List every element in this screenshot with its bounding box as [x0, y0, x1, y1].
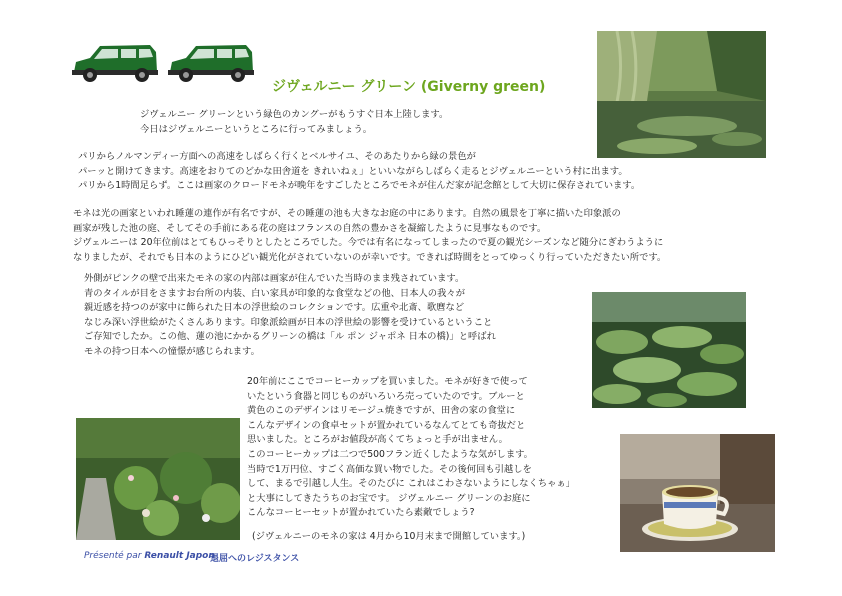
paragraph-paris: パリからノルマンディー方面への高速をしばらく行くとベルサイユ、そのあたりから緑の景色が パーッと開けてきます。高速をおりてのどかな田舎道を きれいねぇ」といいながらしばらく走るとジヴェルニーという村に出ます。 パリから1時間足らず。ここは画家のクロードモネが晩年をすごしたところでモネが住んだ家が記念館として大切に保存されています。: [78, 151, 641, 192]
pond-photo: [597, 31, 766, 158]
coffee-cup-photo: [620, 434, 775, 552]
page-title: ジヴェルニー グリーン (Giverny green): [272, 79, 546, 95]
paragraph-monet-garden: モネは光の画家といわれ睡蓮の連作が有名ですが、その睡蓮の池も大きなお庭の中にあります。自然の風景を丁寧に描いた印象派の 画家が残した池の庭、そしてその手前にある花の庭はフランスの自然の豊かさを凝縮したように見事なものです。 ジヴェルニーは 20年位前はとてもひっそりとしたところでした。今では有名になってしまったので夏の観光シーズンなど随分にぎわうように なりましたが、それでも日本のようにひどい観光化がされていないのが幸いです。できれば時間をとってゆっくり行っていただきたい所です。: [73, 208, 667, 263]
presented-by: Présenté par Renault Japon: [84, 551, 215, 561]
waterlily-photo: [592, 292, 746, 408]
intro-text: ジヴェルニー グリーンという緑色のカングーがもうすぐ日本上陸します。 今日はジヴェルニーというところに行ってみましょう。: [140, 109, 449, 135]
opening-hours-note: (ジヴェルニーのモネの家は 4月から10月末まで開館しています。): [252, 531, 526, 542]
slogan: 退屈へのレジスタンス: [210, 554, 300, 564]
green-car-icon-1: [70, 42, 158, 84]
garden-photo: [76, 418, 240, 540]
paragraph-monet-house: 外側がピンクの壁で出来たモネの家の内部は画家が住んでいた当時のまま残されています。 青のタイルが目をさますお台所の内装、白い家具が印象的な食堂などの他、日本人の我々が 親近感を持つのが家中に飾られた日本の浮世絵のコレクションです。広重や北斎、歌麿など なじみ深い浮世絵がたくさんあります。印象派絵画が日本の浮世絵の影響を受けているということ ご存知でしたか。この他、蓮の池にかかるグリーンの橋は「ル ポン ジャポネ 日本の橋)」と呼ばれ モネの持つ日本への憧憬が感じられます。: [84, 273, 496, 357]
green-car-icon-2: [166, 42, 254, 84]
paragraph-coffee-cup: 20年前にここでコーヒーカップを買いました。モネが好きで使って いたという食器と同じものがいろいろ売っていたのです。ブルーと 黄色のこのデザインはリモージュ焼きですが、田舎の家の食堂に こんなデザインの食卓セットが置かれているなんてとても奇抜だと 思いました。ところがお値段が高くてちょっと手が出ません。 このコーヒーカップは二つで500フラン近くしたような気がします。 当時で1万円位、すごく高価な買い物でした。その後何回も引越しを して、まるで引越し人生。そのたびに これはこわさないようにしなくちゃぁ」 と大事にしてきたうちのお宝です。 ジヴェルニー グリーンのお庭に こんなコーヒーセットが置かれていたら素敵でしょう?: [247, 376, 576, 519]
